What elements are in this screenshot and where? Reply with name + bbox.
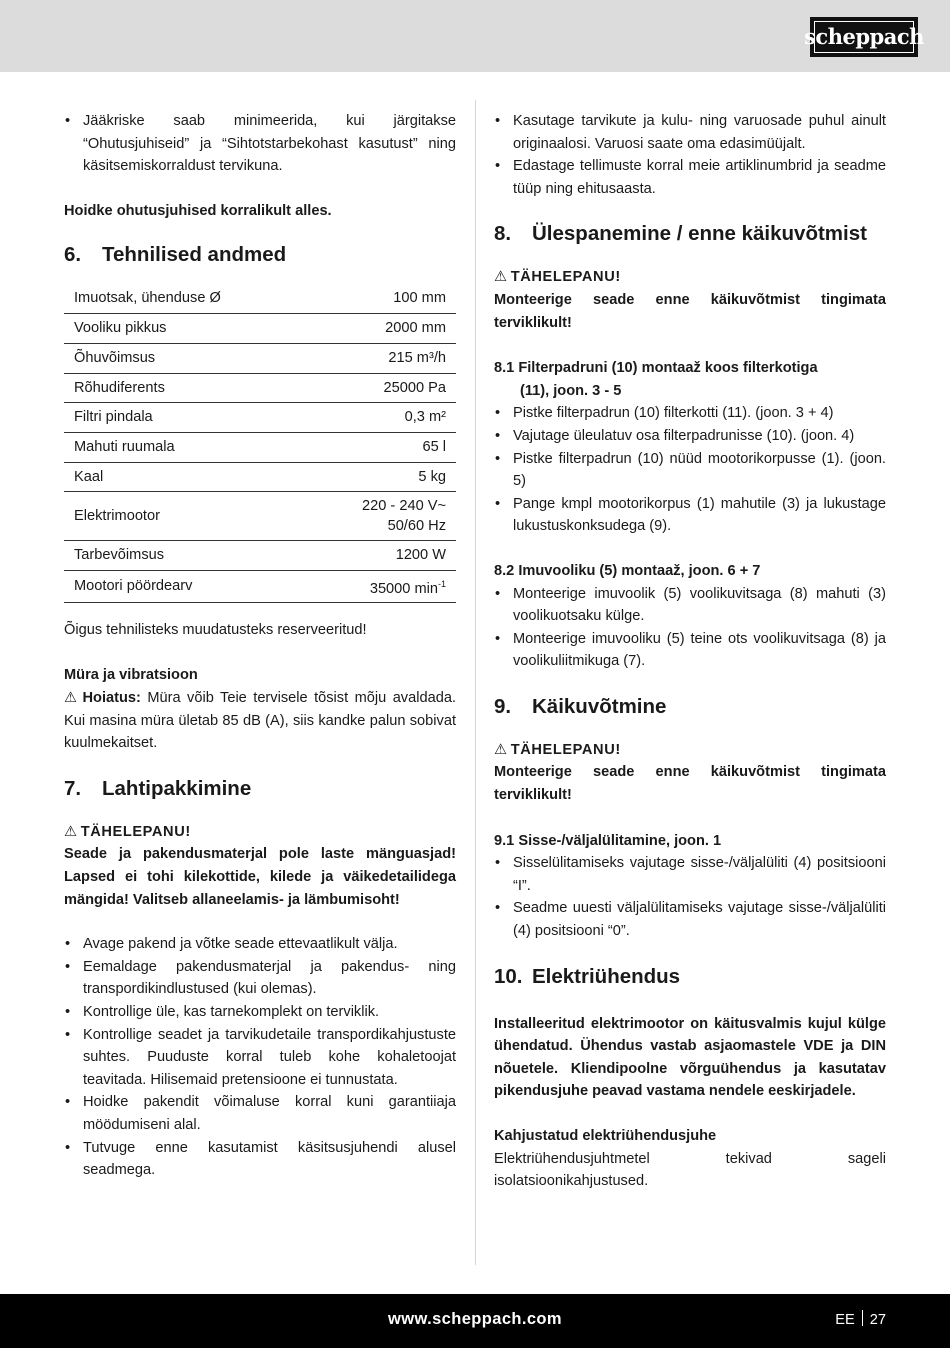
spec-value <box>305 570 456 602</box>
list-item: • Avage pakend ja võtke seade ettevaatlikult välja. <box>64 933 456 956</box>
subsection-9-1-title: 9.1 Sisse-/väljalülitamine, joon. 1 <box>494 832 722 849</box>
spec-label: Mahuti ruumala <box>64 432 305 462</box>
table-row <box>64 283 456 313</box>
electrical-text: Installeeritud elektrimootor on käitusvalmis kujul külge ühendatud. Ühendus vastab asjaomastele VDE ja DIN nõuetele. Kliendipoolne võrguühendus ja kasutatav pikendusjuhe peavad vastama nendele eeskirjadele. <box>494 1015 886 1100</box>
spec-label: Vooliku pikkus <box>64 313 305 343</box>
spec-value: 2000 mm <box>305 313 456 343</box>
spec-label: Mootori pöördearv <box>64 570 305 602</box>
section-title: Lahtipakkimine <box>102 776 252 800</box>
section-8-heading <box>494 220 886 248</box>
subsection-8-2-title: 8.2 Imuvooliku (5) montaaž, joon. 6 + 7 <box>494 562 761 579</box>
list-item: • Eemaldage pakendusmaterjal ja pakendus- ning transpordikindlustused (kui olemas). <box>64 956 456 1001</box>
spec-label: Tarbevõimsus <box>64 540 305 570</box>
spec-value: 0,3 m² <box>305 402 456 432</box>
spec-value: 1200 W <box>305 540 456 570</box>
noise-title: Müra ja vibratsioon <box>64 667 198 684</box>
section-title: Ülespanemine / enne käikuvõtmist <box>532 222 867 246</box>
spec-label: Elektrimootor <box>64 491 305 540</box>
noise-warning <box>64 687 456 755</box>
page-number <box>835 1309 886 1332</box>
list-item: • Pange kmpl mootorikorpus (1) mahutile (3) ja lukustage lukustuskonksudega (9). <box>494 493 886 538</box>
hose-bullet-list <box>494 583 886 673</box>
subsection-8-1-title-cont: (11), joon. 3 - 5 <box>520 382 622 399</box>
attention-text: Monteerige seade enne käikuvõtmist tingimata terviklikult! <box>494 764 886 804</box>
table-row <box>64 343 456 373</box>
attention-text: Seade ja pakendusmaterjal pole laste mänguasjad! Lapsed ei tohi kilekottide, kilede ja väikedetailidega mängida! Valitseb allaneelamis- ja lämbumisoht! <box>64 846 456 908</box>
spec-value: 65 l <box>305 432 456 462</box>
noise-text: Müra võib Teie tervisele tõsist mõju avaldada. Kui masina müra ületab 85 dB (A), siis kandke palun sobivat kuulmekaitset. <box>64 690 456 752</box>
list-item: • Seadme uuesti väljalülitamiseks vajutage sisse-/väljalüliti (4) positsiooni “0”. <box>494 897 886 942</box>
section-number: 6. <box>64 243 82 267</box>
list-item: • Pistke filterpadrun (10) filterkotti (11). (joon. 3 + 4) <box>494 402 886 425</box>
spec-value: 215 m³/h <box>305 343 456 373</box>
noise-label: Hoiatus: <box>82 690 141 707</box>
spec-label: Kaal <box>64 462 305 491</box>
section-number: 9. <box>494 694 512 718</box>
table-row <box>64 313 456 343</box>
list-item: • Pistke filterpadrun (10) nüüd mootorikorpusse (1). (joon. 5) <box>494 448 886 493</box>
right-column <box>494 110 886 1193</box>
list-item: • Kasutage tarvikute ja kulu- ning varuosade puhul ainult originaalosi. Varuosi saate oma edasimüüjalt. <box>494 110 886 155</box>
warning-triangle-icon: ⚠ <box>64 690 80 707</box>
page-footer <box>0 1294 950 1348</box>
section-9-heading <box>494 693 886 721</box>
section-title: Elektriühendus <box>532 964 681 988</box>
list-item: • Monteerige imuvoolik (5) voolikuvitsaga (8) mahuti (3) voolikuotsaku külge. <box>494 583 886 628</box>
spec-table <box>64 283 456 603</box>
spec-value-line: 50/60 Hz <box>387 517 446 534</box>
spec-value: 25000 Pa <box>305 373 456 402</box>
spec-value <box>305 491 456 540</box>
unpack-bullet-list <box>64 933 456 1182</box>
list-item: • Edastage tellimuste korral meie artiklinumbrid ja seadme tüüp ning ehitusaasta. <box>494 155 886 200</box>
warning-triangle-icon: ⚠ <box>64 823 78 840</box>
page-number-value: 27 <box>869 1312 886 1328</box>
spec-label: Õhuvõimsus <box>64 343 305 373</box>
attention-title <box>494 266 886 289</box>
warning-triangle-icon: ⚠ <box>494 741 508 758</box>
website-url: www.scheppach.com <box>388 1310 562 1328</box>
list-item: • Sisselülitamiseks vajutage sisse-/väljalüliti (4) positsiooni “I”. <box>494 852 886 897</box>
list-item: • Vajutage üleulatuv osa filterpadrunisse (10). (joon. 4) <box>494 425 886 448</box>
list-item: • Tutvuge enne kasutamist käsitsusjuhendi alusel seadmega. <box>64 1137 456 1182</box>
section-10-heading <box>494 963 886 991</box>
spec-value: 5 kg <box>305 462 456 491</box>
section-7-heading <box>64 775 456 803</box>
damaged-cable-title: Kahjustatud elektriühendusjuhe <box>494 1128 717 1144</box>
section-number: 7. <box>64 776 82 800</box>
left-column <box>64 110 456 1182</box>
spec-value-line: 220 - 240 V~ <box>362 497 446 514</box>
attention-title <box>494 739 886 762</box>
spec-label: Rõhudiferents <box>64 373 305 402</box>
table-row <box>64 491 456 540</box>
attention-title <box>64 821 456 844</box>
table-row <box>64 432 456 462</box>
warning-triangle-icon: ⚠ <box>494 269 508 286</box>
superscript: -1 <box>437 578 446 589</box>
table-row <box>64 373 456 402</box>
speed-value: 35000 min <box>369 580 438 597</box>
spec-label: Filtri pindala <box>64 402 305 432</box>
intro-bullet-list <box>64 110 456 178</box>
spec-label: Imuotsak, ühenduse Ø <box>64 283 305 313</box>
list-item: • Hoidke pakendit võimaluse korral kuni garantiiaja möödumiseni alal. <box>64 1091 456 1136</box>
subsection-8-1-title: 8.1 Filterpadruni (10) montaaž koos filterkotiga <box>494 360 818 377</box>
section-title: Tehnilised andmed <box>102 243 287 267</box>
page-header-bar <box>0 0 950 72</box>
section-number: 8. <box>494 222 512 246</box>
tech-note: Õigus tehnilisteks muudatusteks reserveeritud! <box>64 621 367 638</box>
attention-text: Monteerige seade enne käikuvõtmist tingimata terviklikult! <box>494 291 886 331</box>
table-row <box>64 570 456 602</box>
list-item: • Monteerige imuvooliku (5) teine ots voolikuvitsaga (8) ja voolikuliitmikuga (7). <box>494 628 886 673</box>
attention-label: TÄHELEPANU! <box>510 269 621 286</box>
filter-bullet-list <box>494 402 886 538</box>
table-row <box>64 540 456 570</box>
language-code: EE <box>835 1312 855 1328</box>
page-separator <box>862 1310 863 1326</box>
parts-bullet-list <box>494 110 886 200</box>
section-6-heading <box>64 241 456 269</box>
attention-label: TÄHELEPANU! <box>510 741 621 758</box>
keep-notice: Hoidke ohutusjuhised korralikult alles. <box>64 202 332 219</box>
list-item: • Jääkriske saab minimeerida, kui järgitakse “Ohutusjuhiseid” ja “Sihtotstarbekohast kasutust” ning käsitsemiskorraldust tervikuna. <box>64 110 456 178</box>
table-row <box>64 462 456 491</box>
section-number: 10. <box>494 964 523 988</box>
spec-value: 100 mm <box>305 283 456 313</box>
attention-label: TÄHELEPANU! <box>80 823 191 840</box>
list-item: • Kontrollige üle, kas tarnekomplekt on terviklik. <box>64 1001 456 1024</box>
scheppach-logo: scheppach <box>810 17 918 57</box>
list-item: • Kontrollige seadet ja tarvikudetaile transpordikahjustuste suhtes. Puuduste korral tuleb kohe kohaletoojat teavitada. Hilisemaid pretensioone ei tunnustata. <box>64 1024 456 1092</box>
damaged-cable-text: Elektriühendusjuhtmetel tekivad sageli isolatsioonikahjustused. <box>494 1150 886 1190</box>
switch-bullet-list <box>494 852 886 942</box>
section-title: Käikuvõtmine <box>532 694 667 718</box>
column-divider <box>475 100 476 1265</box>
table-row <box>64 402 456 432</box>
